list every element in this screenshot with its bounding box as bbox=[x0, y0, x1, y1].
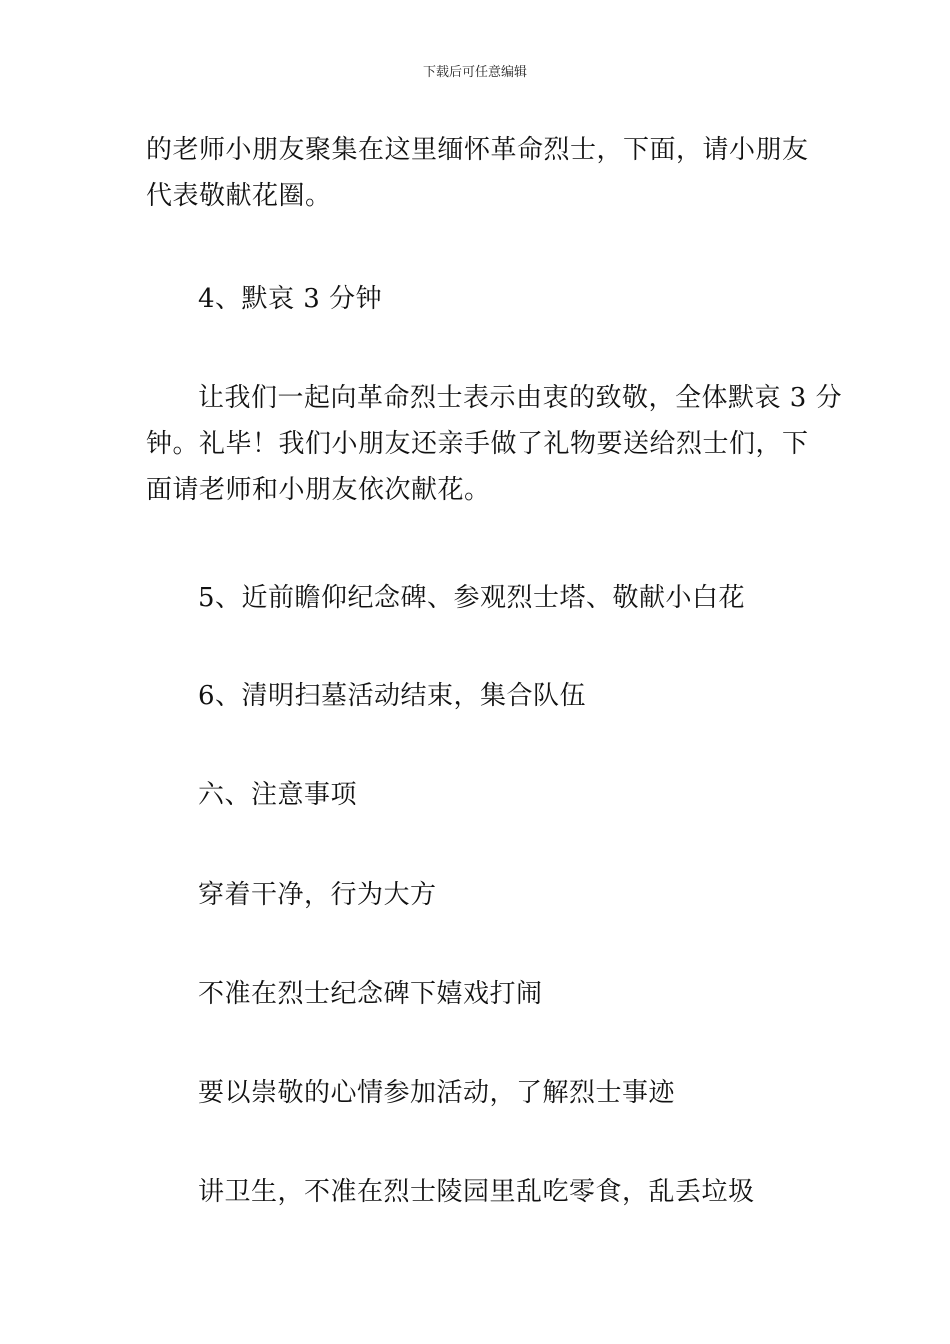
text-line: 六、注意事项 bbox=[198, 780, 358, 810]
text-line: 4、默哀 3 分钟 bbox=[198, 284, 383, 314]
text-line: 代表敬献花圈。 bbox=[146, 181, 332, 211]
page-header: 下载后可任意编辑 bbox=[422, 65, 527, 80]
text-line: 钟。礼毕！我们小朋友还亲手做了礼物要送给烈士们，下 bbox=[146, 429, 809, 459]
text-line: 6、清明扫墓活动结束，集合队伍 bbox=[198, 681, 587, 711]
text-line: 5、近前瞻仰纪念碑、参观烈士塔、敬献小白花 bbox=[198, 583, 746, 613]
list-item-6 bbox=[146, 673, 860, 719]
note-item bbox=[146, 872, 860, 918]
text-line: 不准在烈士纪念碑下嬉戏打闹 bbox=[198, 979, 543, 1009]
text-line: 要以崇敬的心情参加活动，了解烈士事迹 bbox=[198, 1078, 676, 1108]
note-item bbox=[146, 971, 860, 1017]
paragraph-continuation bbox=[146, 127, 808, 219]
paragraph-tribute bbox=[146, 375, 843, 513]
text-line: 面请老师和小朋友依次献花。 bbox=[146, 475, 491, 505]
text-line: 让我们一起向革命烈士表示由衷的致敬，全体默哀 3 分 bbox=[198, 383, 843, 413]
note-item bbox=[146, 1070, 860, 1116]
text-line: 穿着干净，行为大方 bbox=[198, 880, 437, 910]
text-line: 的老师小朋友聚集在这里缅怀革命烈士，下面，请小朋友 bbox=[146, 135, 809, 165]
section-heading-notes bbox=[146, 772, 860, 818]
list-item-5 bbox=[146, 575, 860, 621]
note-item bbox=[146, 1169, 860, 1215]
list-item-4 bbox=[146, 276, 860, 322]
text-line: 讲卫生，不准在烈士陵园里乱吃零食，乱丢垃圾 bbox=[198, 1177, 755, 1207]
